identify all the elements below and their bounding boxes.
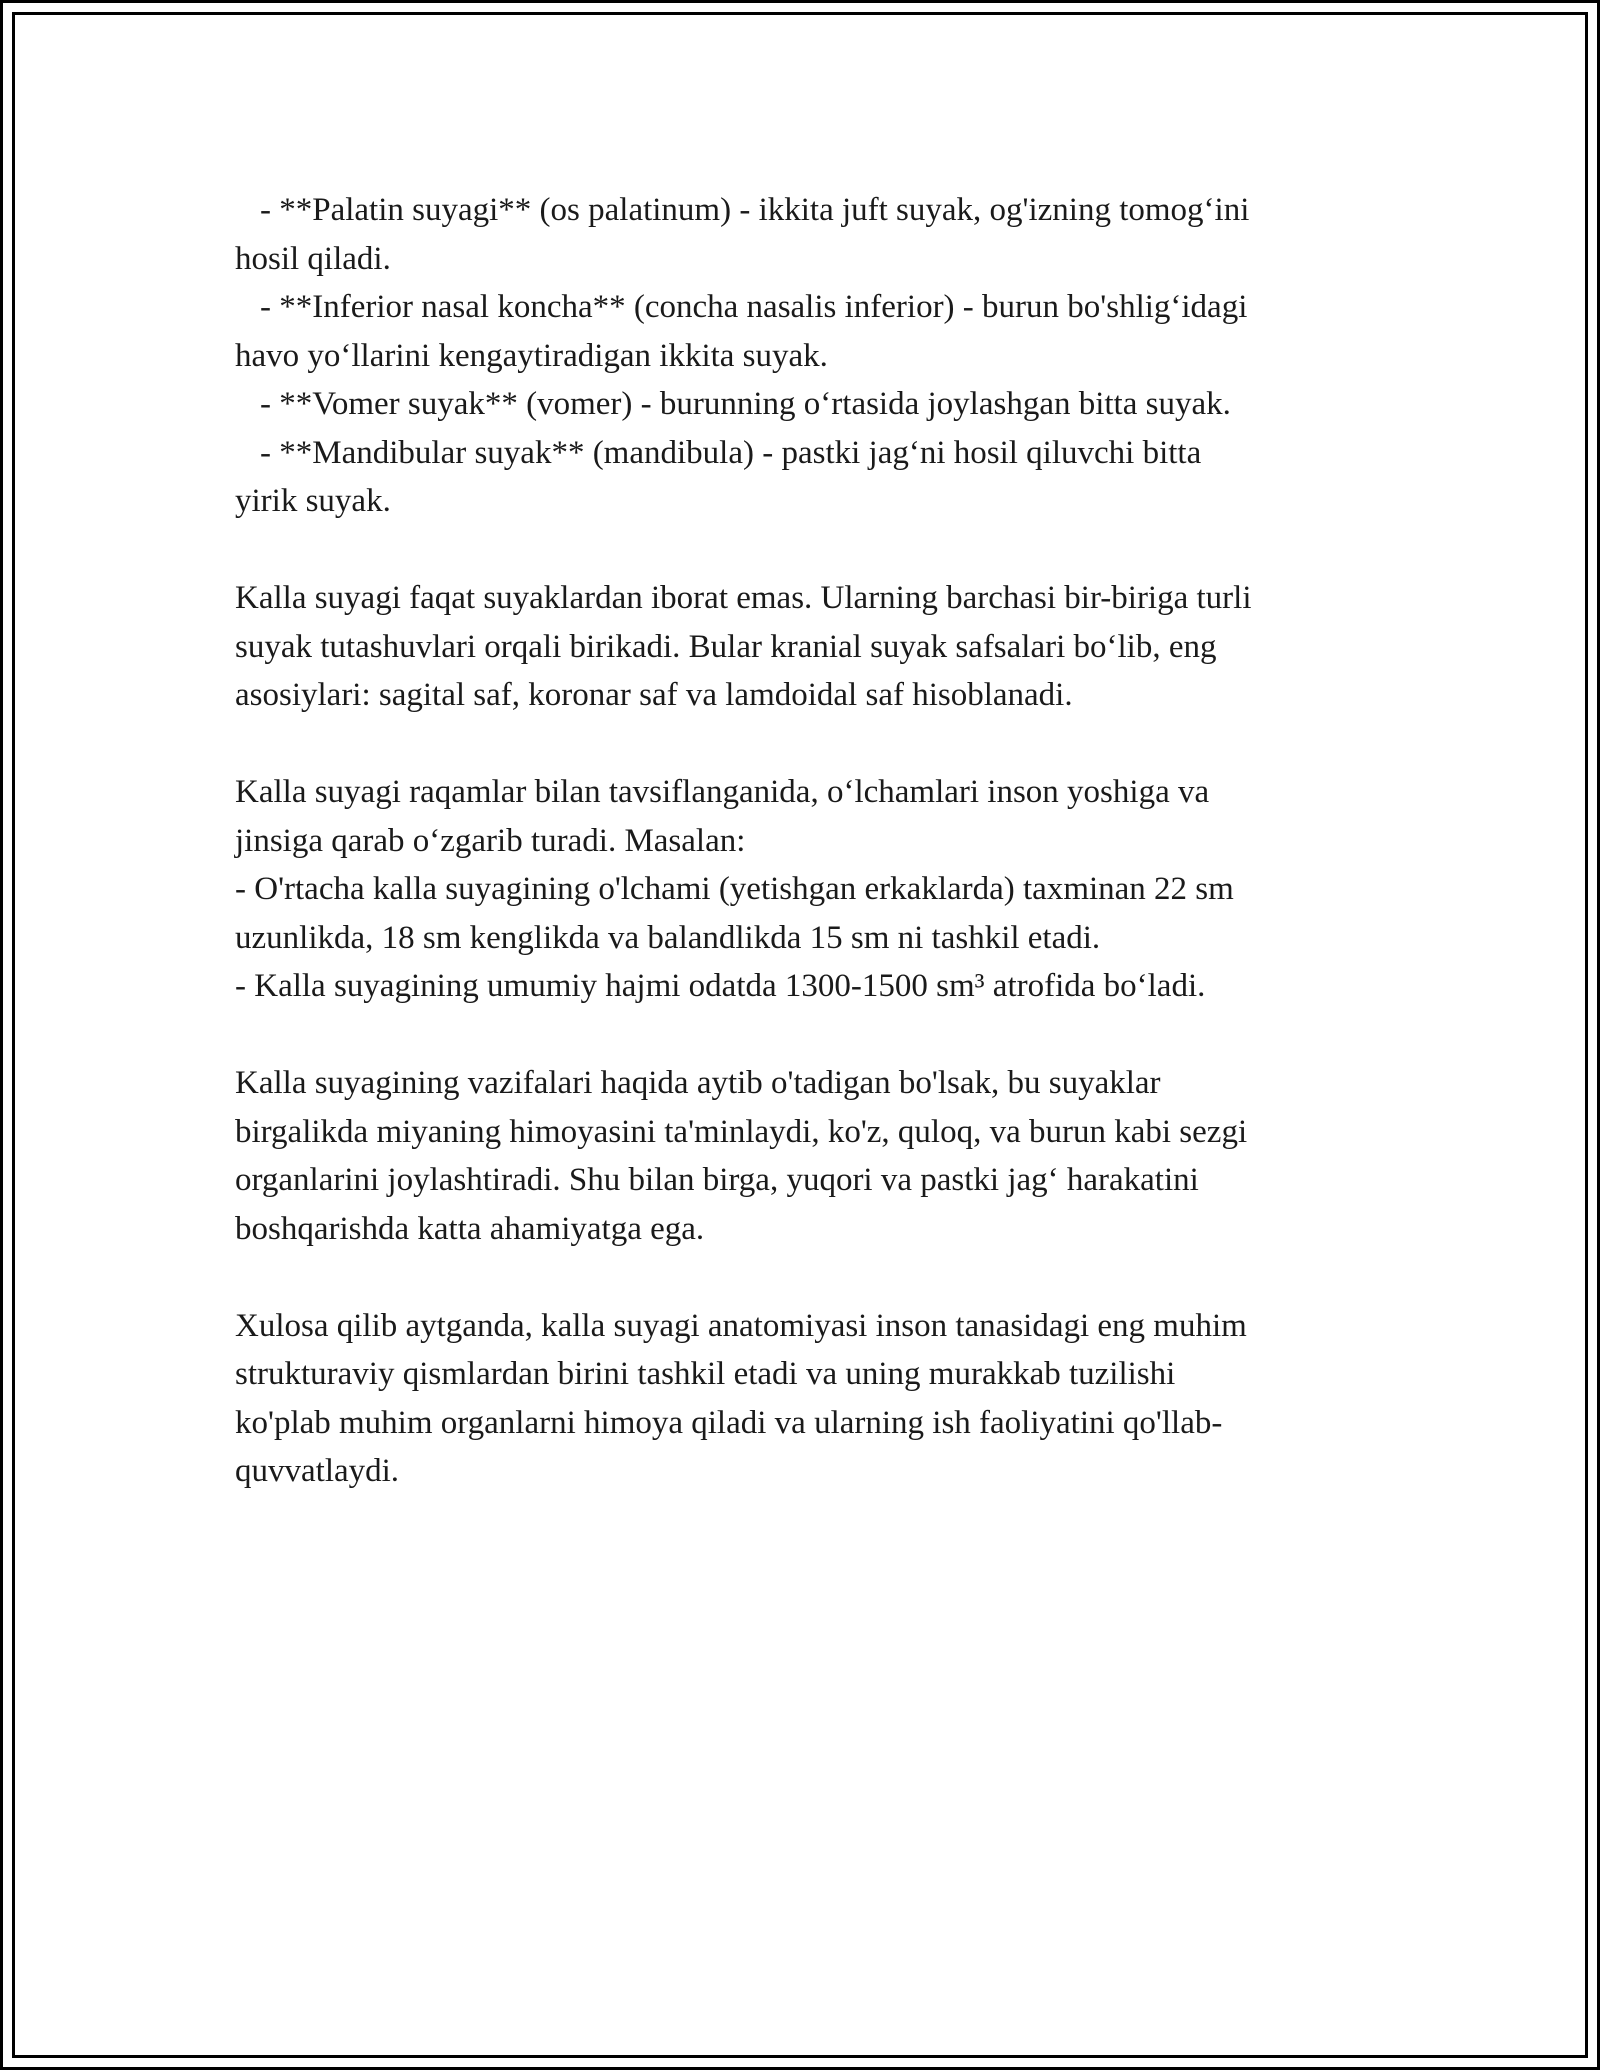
paragraph-conclusion xyxy=(235,1302,1375,1496)
paragraph-line: ko'plab muhim organlarni himoya qiladi va ularning ish faoliyatini qo'llab- xyxy=(235,1404,1223,1441)
paragraph-gap xyxy=(235,1011,1375,1060)
paragraph-line: suyak tutashuvlari orqali birikadi. Bular kranial suyak safsalari bo‘lib, eng xyxy=(235,628,1217,665)
list-item-palatine-line1: - **Palatin suyagi** (os palatinum) - ikkita juft suyak, og'izning tomog‘ini xyxy=(260,192,1250,228)
list-item-mandible-line1: - **Mandibular suyak** (mandibula) - pastki jag‘ni hosil qiluvchi bitta xyxy=(260,434,1202,471)
paragraph-functions xyxy=(235,1059,1375,1253)
paragraph-gap xyxy=(235,720,1375,769)
paragraph-line: - Kalla suyagining umumiy hajmi odatda 1300-1500 sm³ atrofida bo‘ladi. xyxy=(235,968,1206,1004)
paragraph-line: birgalikda miyaning himoyasini ta'minlaydi, ko'z, quloq, va burun kabi sezgi xyxy=(235,1113,1248,1150)
paragraph-sutures xyxy=(235,574,1375,720)
document-body xyxy=(235,186,1375,1496)
paragraph-line: organlarini joylashtiradi. Shu bilan birga, yuqori va pastki jag‘ harakatini xyxy=(235,1162,1199,1198)
list-item-nasal-concha-line1: - **Inferior nasal koncha** (concha nasalis inferior) - burun bo'shlig‘idagi xyxy=(260,289,1248,325)
paragraph-line: Xulosa qilib aytganda, kalla suyagi anatomiyasi inson tanasidagi eng muhim xyxy=(235,1307,1247,1344)
paragraph-gap xyxy=(235,526,1375,575)
list-item-nasal-concha-line2: havo yo‘llarini kengaytiradigan ikkita suyak. xyxy=(235,337,828,374)
paragraph-line: strukturaviy qismlardan birini tashkil etadi va uning murakkab tuzilishi xyxy=(235,1356,1176,1392)
paragraph-line: boshqarishda katta ahamiyatga ega. xyxy=(235,1210,705,1247)
paragraph-line: - O'rtacha kalla suyagining o'lchami (yetishgan erkaklarda) taxminan 22 sm xyxy=(235,871,1234,907)
paragraph-line: Kalla suyagi raqamlar bilan tavsiflanganida, o‘lchamlari inson yoshiga va xyxy=(235,774,1210,810)
list-item-mandible-line2: yirik suyak. xyxy=(235,483,391,519)
list-item-vomer-line1: - **Vomer suyak** (vomer) - burunning o‘rtasida joylashgan bitta suyak. xyxy=(260,386,1231,422)
paragraph-dimensions xyxy=(235,768,1375,1011)
paragraph-line: uzunlikda, 18 sm kenglikda va balandlikda 15 sm ni tashkil etadi. xyxy=(235,919,1101,956)
bone-list xyxy=(235,186,1375,526)
paragraph-line: quvvatlaydi. xyxy=(235,1453,400,1489)
list-item-palatine-line2: hosil qiladi. xyxy=(235,240,391,277)
paragraph-line: Kalla suyagining vazifalari haqida aytib o'tadigan bo'lsak, bu suyaklar xyxy=(235,1065,1161,1101)
paragraph-line: jinsiga qarab o‘zgarib turadi. Masalan: xyxy=(235,822,746,859)
paragraph-gap xyxy=(235,1253,1375,1302)
paragraph-line: Kalla suyagi faqat suyaklardan iborat emas. Ularning barchasi bir-biriga turli xyxy=(235,580,1252,616)
paragraph-line: asosiylari: sagital saf, koronar saf va lamdoidal saf hisoblanadi. xyxy=(235,677,1073,713)
